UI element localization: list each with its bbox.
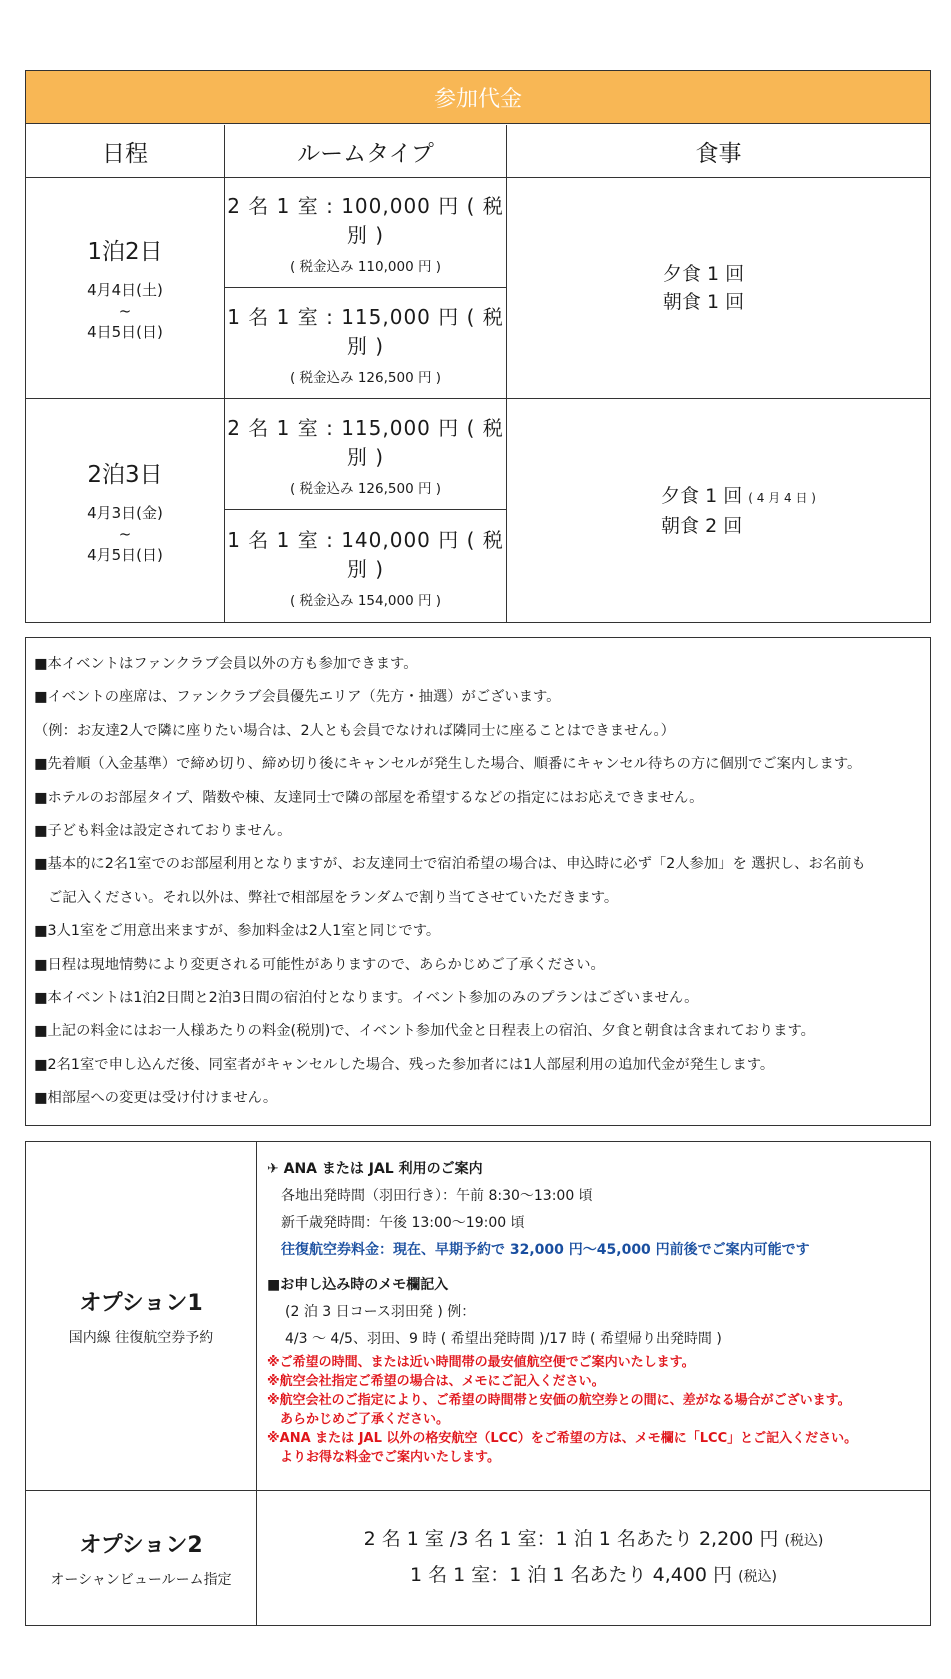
room-price-tax-included: ( 税金込み 126,500 円 ) <box>289 369 442 386</box>
option2-label-cell <box>26 1491 256 1625</box>
option2-details <box>257 1491 930 1625</box>
header-room-type: ルームタイプ <box>297 140 434 167</box>
note-line: ■相部屋への変更は受け付けません。 <box>34 1090 278 1107</box>
plan-schedule-cell <box>26 178 224 398</box>
warning-line: ※航空会社指定ご希望の場合は、メモにご記入ください。 <box>267 1374 605 1389</box>
option2-subtitle: オーシャンビュールーム指定 <box>50 1571 232 1588</box>
room-price-tax-included: ( 税金込み 110,000 円 ) <box>289 259 442 275</box>
option2-line2: 1 名 1 室：1 泊 1 名あたり 4,400 円 <box>409 1564 733 1586</box>
departure-various: 各地出発時間（羽田行き）：午前 8:30〜13:00 頃 <box>281 1188 593 1204</box>
warning-line: ※ご希望の時間、または近い時間帯の最安値航空便でご案内いたします。 <box>267 1355 695 1370</box>
room-price-cell <box>225 399 506 509</box>
room-price: 1 名 1 室 : 140,000 円 ( 税別 ) <box>227 527 504 581</box>
date-tilde: ~ <box>118 524 132 543</box>
notes-box <box>25 637 931 1126</box>
note-line: ■2名1室で申し込んだ後、同室者がキャンセルした場合、残った参加者には1人部屋利用の追加代金が発生します。 <box>34 1056 775 1073</box>
dinner-count: 夕食 1 回 <box>661 484 743 507</box>
note-line: ■本イベントは1泊2日間と2泊3日間の宿泊付となります。イベント参加のみのプランはございません。 <box>34 989 699 1006</box>
note-line: ■本イベントはファンクラブ会員以外の方も参加できます。 <box>34 656 418 672</box>
option1-details <box>267 1156 927 1467</box>
meals-cell <box>507 178 930 398</box>
note-line: ■先着順（入金基準）で締め切り、締め切り後にキャンセルが発生した場合、順番にキャンセル待ちの方に個別でご案内します。 <box>34 756 862 773</box>
warning-line: ※ANA または JAL 以外の格安航空（LCC）をご希望の方は、メモ欄に「LCC」とご記入ください。 <box>267 1431 858 1446</box>
plan-date-from: 4月4日(土) <box>87 281 163 299</box>
plan-nights: 2泊3日 <box>87 461 163 488</box>
breakfast-count: 朝食 2 回 <box>661 514 743 537</box>
option1-title: オプション1 <box>79 1290 203 1316</box>
note-line: ■上記の料金にはお一人様あたりの料金(税別)で、イベント参加代金と日程表上の宿泊、夕食と朝食は含まれております。 <box>34 1023 815 1040</box>
plan-date-to: 4日5日(日) <box>87 323 163 341</box>
options-table <box>25 1141 931 1626</box>
warning-line: よりお得な料金でご案内いたします。 <box>267 1450 500 1465</box>
plan-date-to: 4月5日(日) <box>87 545 163 564</box>
price-table-title: 参加代金 <box>26 71 930 124</box>
note-line: ■ホテルのお部屋タイプ、階数や棟、友達同士で隣の部屋を希望するなどの指定にはお応えできません。 <box>34 789 704 806</box>
room-price-tax-included: ( 税金込み 154,000 円 ) <box>289 592 442 609</box>
note-line: （例：お友達2人で隣に座りたい場合は、2人とも会員でなければ隣同士に座ることはできません。） <box>34 722 675 739</box>
meals-cell <box>507 399 930 622</box>
departure-chitose: 新千歳発時間：午後 13:00〜19:00 頃 <box>281 1215 525 1231</box>
dinner-count: 夕食 1 回 <box>662 263 745 285</box>
memo-heading: ■お申し込み時のメモ欄記入 <box>267 1277 449 1293</box>
header-schedule: 日程 <box>102 140 148 167</box>
note-line: ■3人1室をご用意出来ますが、参加料金は2人1室と同じです。 <box>34 923 441 940</box>
warning-line: ※航空会社のご指定により、ご希望の時間帯と安価の航空券との間に、差がなる場合がございます。 <box>267 1393 851 1408</box>
airline-heading: ✈ ANA または JAL 利用のご案内 <box>267 1161 483 1177</box>
room-price: 1 名 1 室 : 115,000 円 ( 税別 ) <box>227 304 504 358</box>
option2-line1: 2 名 1 室 /3 名 1 室：1 泊 1 名あたり 2,200 円 <box>363 1528 779 1550</box>
plan-date-from: 4月3日(金) <box>87 503 163 522</box>
note-line: ■子ども料金は設定されておりません。 <box>34 822 292 839</box>
room-price-cell <box>225 288 506 398</box>
note-line: ご記入ください。それ以外は、弊社で相部屋をランダムで割り当てさせていただきます。 <box>48 889 619 906</box>
option1-subtitle: 国内線 往復航空券予約 <box>68 1329 214 1346</box>
room-price: 2 名 1 室 : 115,000 円 ( 税別 ) <box>227 415 504 469</box>
header-meals: 食事 <box>695 140 742 167</box>
room-price: 2 名 1 室 : 100,000 円 ( 税別 ) <box>227 194 504 247</box>
tax-included-label: (税込) <box>738 1569 778 1585</box>
date-tilde: ~ <box>118 302 132 320</box>
tax-included-label: (税込) <box>784 1533 824 1549</box>
plan-schedule-cell <box>26 399 224 622</box>
room-price-cell <box>225 178 506 287</box>
airfare-info: 往復航空券料金：現在、早期予約で 32,000 円〜45,000 円前後でご案内可能です <box>281 1242 810 1258</box>
memo-example: (2 泊 3 日コース羽田発 ) 例： <box>285 1304 476 1320</box>
price-table <box>25 70 931 623</box>
option2-title: オプション2 <box>79 1532 203 1558</box>
breakfast-count: 朝食 1 回 <box>662 291 745 313</box>
option1-label-cell <box>26 1142 256 1490</box>
memo-sample: 4/3 〜 4/5、羽田、9 時 ( 希望出発時間 )/17 時 ( 希望帰り出発時間 ) <box>285 1331 722 1347</box>
dinner-date-note: ( 4 月 4 日 ) <box>748 490 816 505</box>
note-line: ■イベントの座席は、ファンクラブ会員優先エリア（先方・抽選）がございます。 <box>34 689 561 706</box>
note-line: ■基本的に2名1室でのお部屋利用となりますが、お友達同士で宿泊希望の場合は、申込時に必ず「2人参加」を 選択し、お名前も <box>34 856 866 873</box>
warning-line: あらかじめご了承ください。 <box>267 1412 450 1427</box>
plan-nights: 1泊2日 <box>87 239 163 265</box>
note-line: ■日程は現地情勢により変更される可能性がありますので、あらかじめご了承ください。 <box>34 956 605 973</box>
room-price-cell <box>225 510 506 622</box>
room-price-tax-included: ( 税金込み 126,500 円 ) <box>289 480 442 497</box>
